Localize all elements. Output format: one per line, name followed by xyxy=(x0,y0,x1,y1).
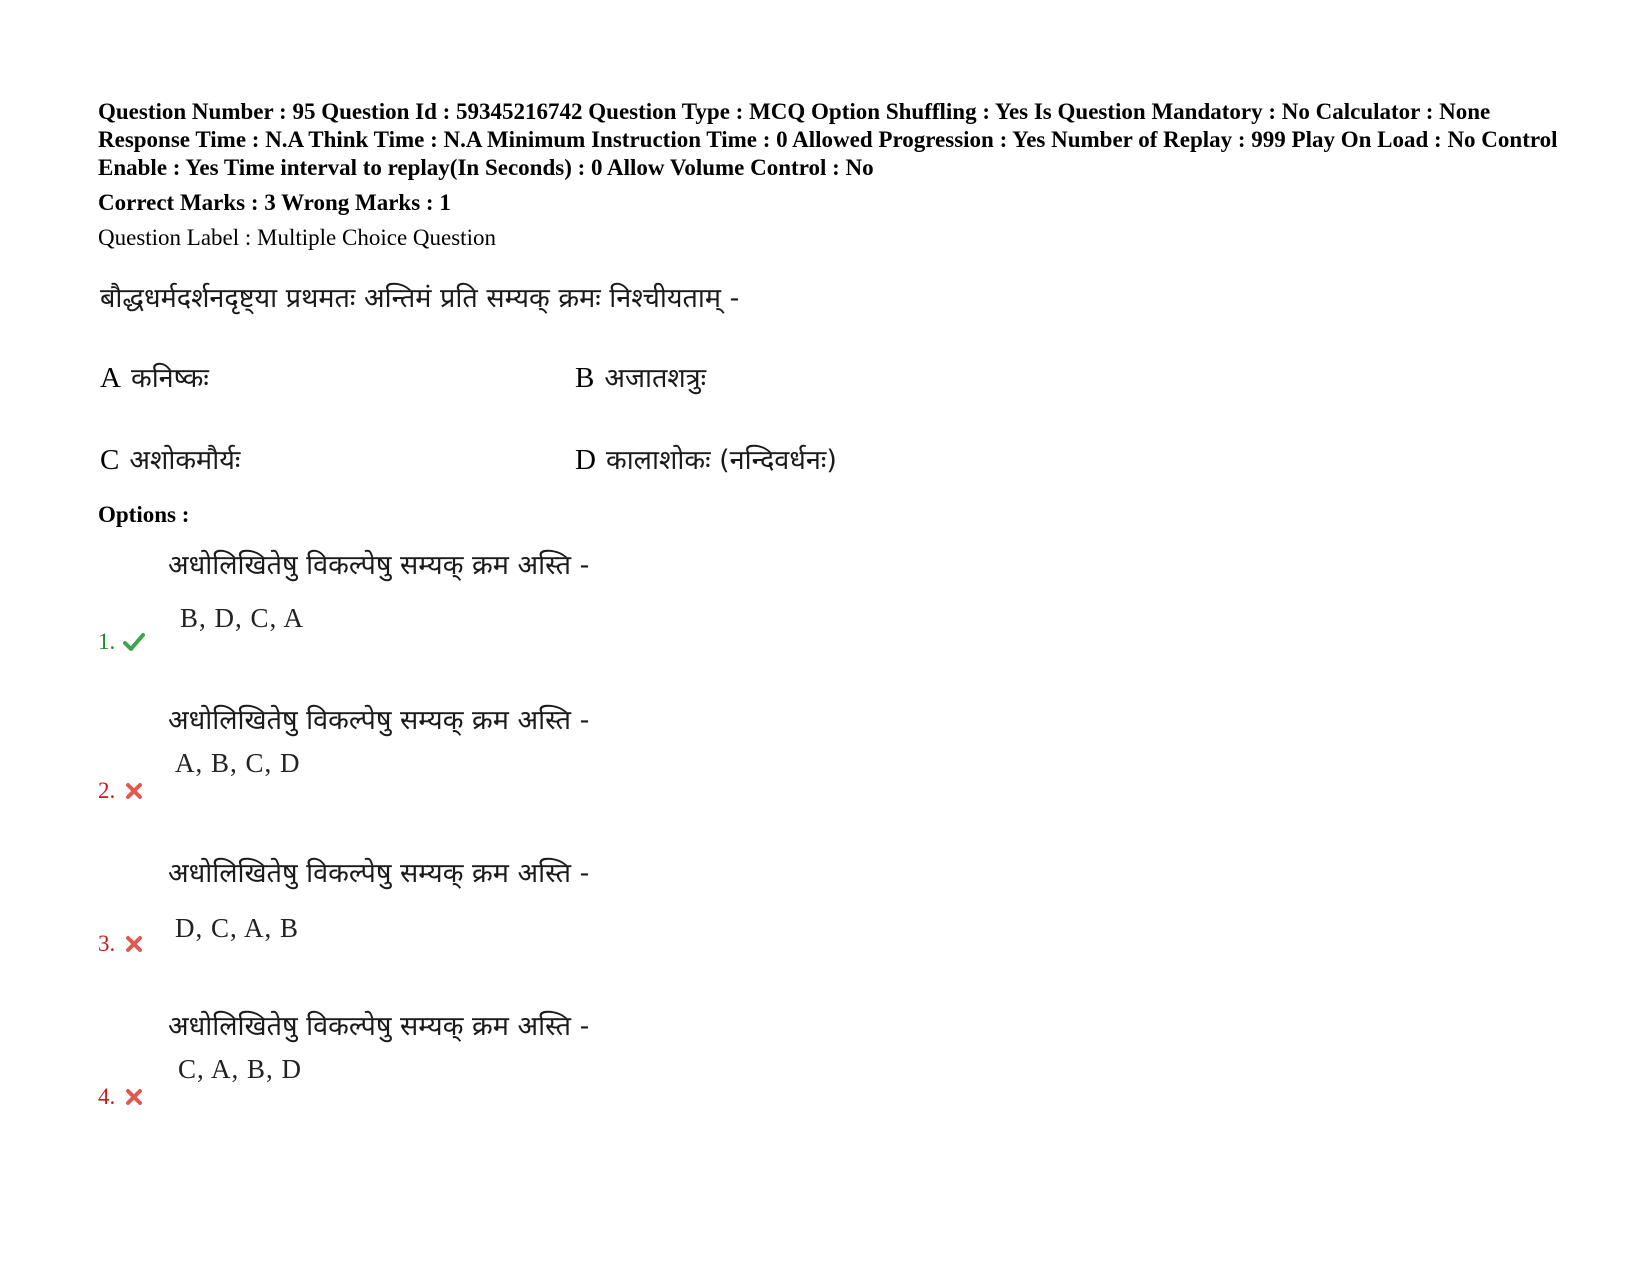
statement-text: अजातशत्रुः xyxy=(604,363,707,394)
marks-info: Correct Marks : 3 Wrong Marks : 1 xyxy=(98,190,451,215)
option-number-label: 3. xyxy=(98,931,116,956)
option-line: अधोलिखितेषु विकल्पेषु सम्यक् क्रम अस्ति - xyxy=(168,550,590,581)
question-text: बौद्धधर्मदर्शनदृष्ट्या प्रथमतः अन्तिमं प्रति सम्यक् क्रमः निश्चीयताम् - xyxy=(100,283,740,314)
statement-letter: C xyxy=(100,444,120,476)
option-line: अधोलिखितेषु विकल्पेषु सम्यक् क्रम अस्ति - xyxy=(168,1011,590,1042)
cross-icon xyxy=(123,1087,145,1107)
statement-letter: A xyxy=(100,362,121,394)
option-sequence: C, A, B, D xyxy=(178,1054,303,1084)
option-number-label: 4. xyxy=(98,1084,116,1109)
option-number-label: 1. xyxy=(98,629,116,654)
question-label: Question Label : Multiple Choice Question xyxy=(98,225,496,250)
statement-a xyxy=(100,358,209,395)
option-number xyxy=(98,931,145,957)
option-number xyxy=(98,778,145,804)
cross-icon xyxy=(123,781,145,801)
options-heading: Options : xyxy=(98,502,190,527)
option-number xyxy=(98,1084,145,1110)
option-number xyxy=(98,629,145,655)
statement-text: कनिष्कः xyxy=(130,363,209,394)
option-line: अधोलिखितेषु विकल्पेषु सम्यक् क्रम अस्ति - xyxy=(168,858,590,889)
option-line: अधोलिखितेषु विकल्पेषु सम्यक् क्रम अस्ति - xyxy=(168,705,590,736)
statement-c xyxy=(100,440,240,477)
option-3[interactable] xyxy=(98,853,998,983)
option-number-label: 2. xyxy=(98,778,116,803)
option-1[interactable] xyxy=(98,545,998,675)
option-sequence: A, B, C, D xyxy=(175,748,301,778)
statement-text: अशोकमौर्यः xyxy=(129,445,241,476)
option-sequence: B, D, C, A xyxy=(180,603,305,633)
statement-b xyxy=(575,358,706,395)
question-metadata: Question Number : 95 Question Id : 59345216742 Question Type : MCQ Option Shuffling : Yes Is Question Mandatory : No Calculator : None Response Time : N.A Think Time : N.A Minimum Instruction Time : 0 Allowed Progression : Yes Number of Replay : 999 Play On Load : No Control Enable : Yes Time interval to replay(In Seconds) : 0 Allow Volume Control : No xyxy=(98,99,1558,180)
statement-letter: D xyxy=(575,444,596,476)
option-sequence: D, C, A, B xyxy=(175,913,300,943)
cross-icon xyxy=(123,934,145,954)
statement-d xyxy=(575,440,837,477)
statement-letter: B xyxy=(575,362,595,394)
option-2[interactable] xyxy=(98,700,998,830)
option-4[interactable] xyxy=(98,1006,998,1136)
check-icon xyxy=(123,632,145,652)
statement-text: कालाशोकः (नन्दिवर्धनः) xyxy=(605,445,837,476)
